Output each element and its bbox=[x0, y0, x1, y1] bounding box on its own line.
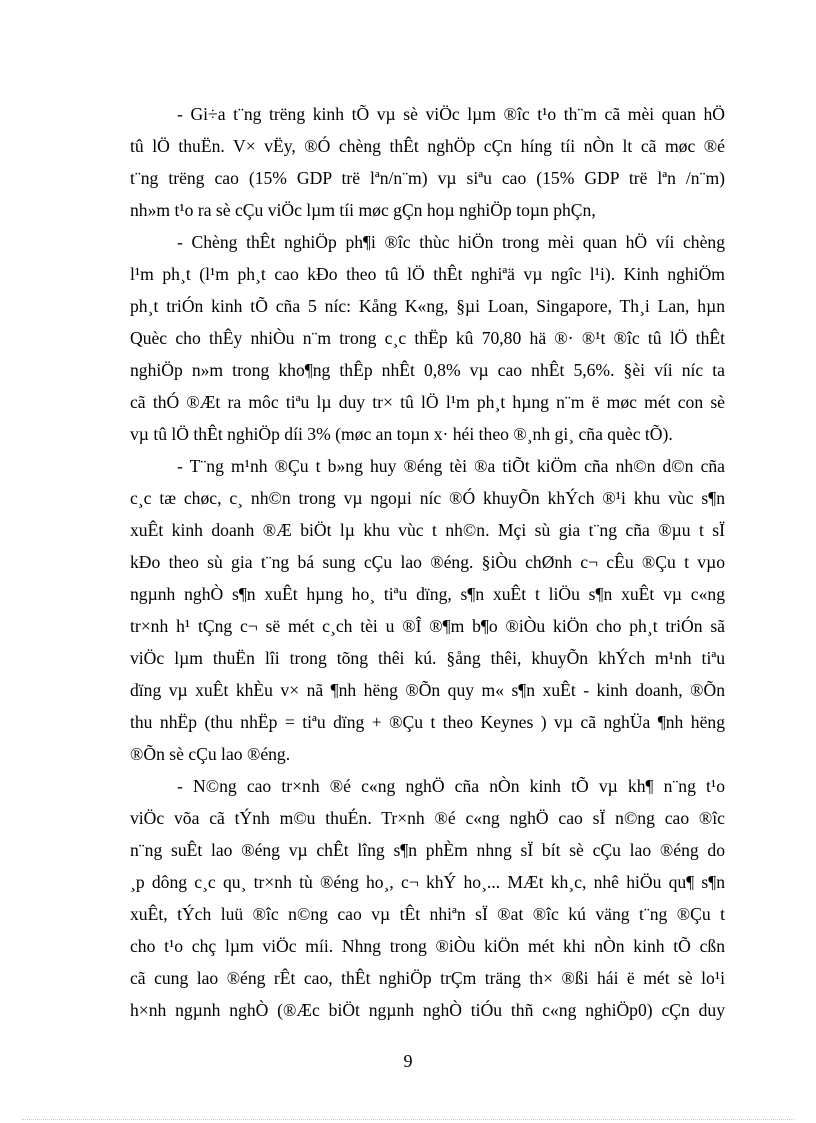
paragraph-3-line-10: ®Õn sè cÇu lao ®éng. bbox=[130, 744, 291, 764]
paragraph-1-line-1: - Gi÷a t¨ng trëng kinh tÕ vµ sè viÖc lµm ®îc t¹o th¨m cã mèi quan hÖ bbox=[177, 104, 725, 124]
paragraph-2-line-2: l¹m ph¸t (l¹m ph¸t cao kÐo theo tû lÖ thÊt nghiªä vµ ngîc l¹i). Kinh nghiÖm bbox=[130, 264, 725, 284]
paragraph-2-line-5: nghiÖp n»m trong kho¶ng thÊp nhÊt 0,8% vµ cao nhÊt 5,6%. §èi víi níc ta bbox=[130, 360, 725, 380]
paragraph-4-line-3: n¨ng suÊt lao ®éng vµ chÊt lîng s¶n phÈm nhng sÏ bít sè cÇu lao ®éng do bbox=[130, 840, 725, 860]
paragraph-4-line-1: - N©ng cao tr×nh ®é c«ng nghÖ cña nÒn kinh tÕ vµ kh¶ n¨ng t¹o bbox=[177, 776, 725, 796]
paragraph-4-line-5: xuÊt, tÝch luü ®îc n©ng cao vµ tÊt nhiªn sÏ ®at ®îc kú väng t¨ng ®Çu t bbox=[130, 904, 725, 924]
paragraph-1-line-3: t¨ng trëng cao (15% GDP trë lªn/n¨m) vµ siªu cao (15% GDP trë lªn /n¨m) bbox=[130, 168, 725, 188]
paragraph-3-line-9: thu nhËp (thu nhËp = tiªu dïng + ®Çu t theo Keynes ) vµ cã nghÜa ¶nh hëng bbox=[130, 712, 725, 732]
paragraph-3-line-5: ngµnh nghÒ s¶n xuÊt hµng ho¸ tiªu dïng, s¶n xuÊt t liÖu s¶n xuÊt vµ c«ng bbox=[130, 584, 725, 604]
paragraph-3-line-4: kÐo theo sù gia t¨ng bá sung cÇu lao ®éng. §iÒu chØnh c¬ cÊu ®Çu t vµo bbox=[130, 552, 725, 572]
paragraph-3-line-3: xuÊt kinh doanh ®Æ biÖt lµ khu vùc t nh©n. Mçi sù gia t¨ng cña ®µu t sÏ bbox=[130, 520, 725, 540]
paragraph-1-line-2: tû lÖ thuËn. V× vËy, ®Ó chèng thÊt nghÖp cÇn híng tíi nÒn lt cã møc ®é bbox=[130, 136, 725, 156]
paragraph-2-line-3: ph¸t triÓn kinh tÕ cña 5 níc: Kång K«ng, §µi Loan, Singapore, Th¸i Lan, hµn bbox=[130, 296, 725, 316]
paragraph-2-line-7: vµ tû lÖ thÊt nghiÖp díi 3% (møc an toµn x· héi theo ®¸nh gi¸ cña quèc tÕ). bbox=[130, 424, 673, 444]
paragraph-3-line-6: tr×nh h¹ tÇng c¬ së mét c¸ch tèi u ®Î ®¶m b¶o ®iÒu kiÖn cho ph¸t triÓn sã bbox=[130, 616, 725, 636]
paragraph-3-line-2: c¸c tæ chøc, c¸ nh©n trong vµ ngoµi níc ®Ó khuyÕn khÝch ®¹i khu vùc s¶n bbox=[130, 488, 725, 508]
page-bottom-divider bbox=[22, 1119, 794, 1120]
paragraph-4-line-4: ¸p dông c¸c qu¸ tr×nh tù ®éng ho¸, c¬ khÝ ho¸... MÆt kh¸c, nhê hiÖu qu¶ s¶n bbox=[130, 872, 725, 892]
paragraph-2-line-6: cã thÓ ®Æt ra môc tiªu lµ duy tr× tû lÖ l¹m ph¸t hµng n¨m ë møc mét con sè bbox=[130, 392, 725, 412]
paragraph-4-line-6: cho t¹o chç lµm viÖc míi. Nhng trong ®iÒu kiÖn mét khi nÒn kinh tÕ cßn bbox=[130, 936, 725, 956]
paragraph-2-line-1: - Chèng thÊt nghiÖp ph¶i ®îc thùc hiÖn trong mèi quan hÖ víi chèng bbox=[177, 232, 725, 252]
paragraph-3-line-8: dïng vµ xuÊt khÈu v× nã ¶nh hëng ®Õn quy m« s¶n xuÊt - kinh doanh, ®Õn bbox=[130, 680, 725, 700]
paragraph-4-line-2: viÖc võa cã tÝnh m©u thuÉn. Tr×nh ®é c«ng nghÖ cao sÏ n©ng cao ®îc bbox=[130, 808, 725, 828]
paragraph-4-line-7: cã cung lao ®éng rÊt cao, thÊt nghiÖp trÇm träng th× ®ßi hái ë mét sè lo¹i bbox=[130, 968, 725, 988]
paragraph-3-line-7: viÖc lµm thuËn lîi trong tõng thêi kú. §ång thêi, khuyÕn khÝch m¹nh tiªu bbox=[130, 648, 725, 668]
page-number: 9 bbox=[403, 1051, 413, 1071]
paragraph-2-line-4: Quèc cho thÊy nhiÒu n¨m trong c¸c thËp kû 70,80 hä ®· ®¹t ®îc tû lÖ thÊt bbox=[130, 328, 725, 348]
paragraph-4-line-8: h×nh ngµnh nghÒ (®Æc biÖt ngµnh nghÒ tiÓu thñ c«ng nghiÖp0) cÇn duy bbox=[130, 1000, 725, 1020]
paragraph-3-line-1: - T¨ng m¹nh ®Çu t b»ng huy ®éng tèi ®a tiÕt kiÖm cña nh©n d©n cña bbox=[177, 456, 725, 476]
paragraph-1-line-4: nh»m t¹o ra sè cÇu viÖc lµm tíi møc gÇn hoµ nghiÖp toµn phÇn, bbox=[130, 200, 596, 220]
